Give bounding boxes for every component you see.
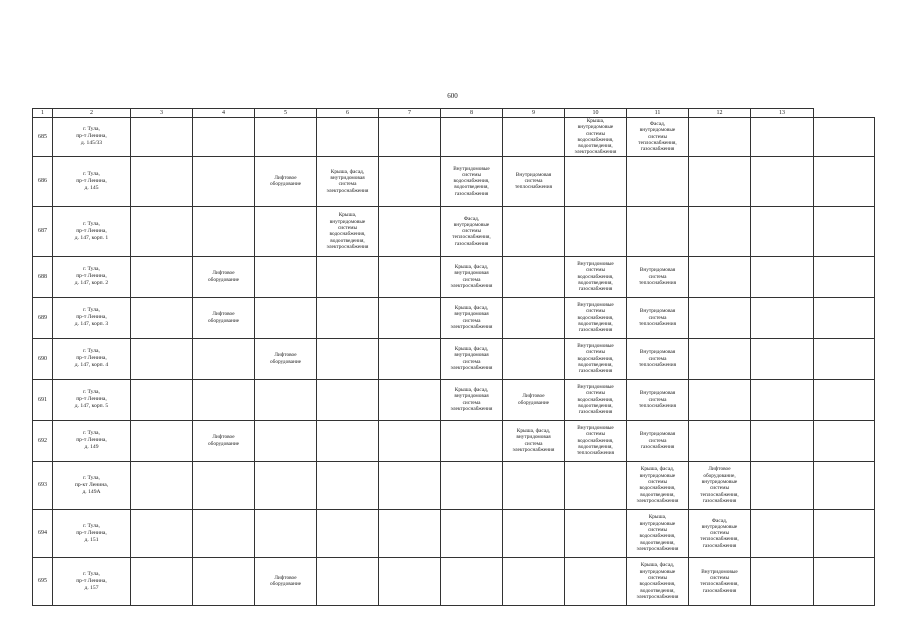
works-cell-col-5 bbox=[255, 509, 317, 557]
works-cell-col-6 bbox=[317, 557, 379, 605]
works-cell-col-7 bbox=[379, 509, 441, 557]
works-cell-col-14 bbox=[814, 118, 875, 157]
works-cell-col-14 bbox=[814, 338, 875, 379]
table-row bbox=[33, 206, 875, 256]
works-cell-col-8 bbox=[441, 509, 503, 557]
works-cell-col-8 bbox=[441, 461, 503, 509]
address-cell: г. Тула, пр-т Ленина, д. 151 bbox=[53, 509, 131, 557]
works-cell-col-11: Фасад, внутридомовые системы теплоснабжения, газоснабжения bbox=[627, 118, 689, 157]
table-row bbox=[33, 557, 875, 605]
works-cell-col-6 bbox=[317, 420, 379, 461]
table-row bbox=[33, 420, 875, 461]
works-cell-col-10 bbox=[565, 557, 627, 605]
works-cell-col-4 bbox=[193, 379, 255, 420]
works-cell-col-8: Крыша, фасад, внутридомовая система электроснабжения bbox=[441, 338, 503, 379]
works-cell-col-7 bbox=[379, 420, 441, 461]
works-cell-col-14 bbox=[814, 509, 875, 557]
table-row bbox=[33, 509, 875, 557]
works-cell-col-13 bbox=[751, 420, 814, 461]
works-cell-col-12 bbox=[689, 256, 751, 297]
column-header-3: 3 bbox=[131, 109, 193, 118]
works-cell-col-5: Лифтовое оборудование bbox=[255, 156, 317, 206]
works-cell-col-5 bbox=[255, 206, 317, 256]
works-cell-col-7 bbox=[379, 557, 441, 605]
works-cell-col-8 bbox=[441, 557, 503, 605]
works-cell-col-3 bbox=[131, 557, 193, 605]
works-cell-col-6 bbox=[317, 509, 379, 557]
works-cell-col-7 bbox=[379, 118, 441, 157]
works-cell-col-6: Крыша, внутридомовые системы водоснабжения, водоотведения, электроснабжения bbox=[317, 206, 379, 256]
row-number-cell: 689 bbox=[33, 297, 53, 338]
works-cell-col-12 bbox=[689, 379, 751, 420]
row-number-cell: 690 bbox=[33, 338, 53, 379]
works-cell-col-4 bbox=[193, 338, 255, 379]
row-number-cell: 685 bbox=[33, 118, 53, 157]
works-cell-col-13 bbox=[751, 509, 814, 557]
works-cell-col-8: Крыша, фасад, внутридомовая система электроснабжения bbox=[441, 379, 503, 420]
works-cell-col-12: Внутридомовые системы теплоснабжения, газоснабжения bbox=[689, 557, 751, 605]
works-cell-col-10: Внутридомовые системы водоснабжения, водоотведения, газоснабжения bbox=[565, 338, 627, 379]
row-number-cell: 688 bbox=[33, 256, 53, 297]
works-cell-col-6: Крыша, фасад, внутридомовая система электроснабжения bbox=[317, 156, 379, 206]
works-cell-col-6 bbox=[317, 338, 379, 379]
works-cell-col-9 bbox=[503, 206, 565, 256]
column-header-7: 7 bbox=[379, 109, 441, 118]
works-cell-col-14 bbox=[814, 420, 875, 461]
address-cell: г. Тула, пр-т Ленина, д. 149 bbox=[53, 420, 131, 461]
works-cell-col-3 bbox=[131, 338, 193, 379]
works-cell-col-13 bbox=[751, 461, 814, 509]
column-header-9: 9 bbox=[503, 109, 565, 118]
works-cell-col-9 bbox=[503, 557, 565, 605]
works-cell-col-14 bbox=[814, 156, 875, 206]
works-cell-col-9 bbox=[503, 509, 565, 557]
works-cell-col-7 bbox=[379, 206, 441, 256]
works-cell-col-5: Лифтовое оборудование bbox=[255, 338, 317, 379]
works-cell-col-14 bbox=[814, 206, 875, 256]
works-cell-col-7 bbox=[379, 256, 441, 297]
column-header-4: 4 bbox=[193, 109, 255, 118]
works-cell-col-3 bbox=[131, 420, 193, 461]
works-cell-col-10: Внутридомовые системы водоснабжения, водоотведения, газоснабжения bbox=[565, 297, 627, 338]
row-number-cell: 686 bbox=[33, 156, 53, 206]
works-cell-col-6 bbox=[317, 118, 379, 157]
works-cell-col-14 bbox=[814, 256, 875, 297]
works-cell-col-5: Лифтовое оборудование bbox=[255, 557, 317, 605]
column-header-1: 1 bbox=[33, 109, 53, 118]
column-header-5: 5 bbox=[255, 109, 317, 118]
works-cell-col-7 bbox=[379, 297, 441, 338]
row-number-cell: 691 bbox=[33, 379, 53, 420]
column-header-10: 10 bbox=[565, 109, 627, 118]
works-cell-col-5 bbox=[255, 420, 317, 461]
works-cell-col-11 bbox=[627, 156, 689, 206]
row-number-cell: 693 bbox=[33, 461, 53, 509]
works-cell-col-8: Крыша, фасад, внутридомовая система электроснабжения bbox=[441, 297, 503, 338]
works-cell-col-8: Фасад, внутридомовые системы теплоснабжения, газоснабжения bbox=[441, 206, 503, 256]
column-header-2: 2 bbox=[53, 109, 131, 118]
works-cell-col-5 bbox=[255, 461, 317, 509]
works-cell-col-11: Внутридомовая система теплоснабжения bbox=[627, 338, 689, 379]
column-header-12: 12 bbox=[689, 109, 751, 118]
works-cell-col-9 bbox=[503, 338, 565, 379]
column-header-6: 6 bbox=[317, 109, 379, 118]
works-cell-col-4 bbox=[193, 461, 255, 509]
address-cell: г. Тула, пр-кт Ленина, д. 149А bbox=[53, 461, 131, 509]
table-row bbox=[33, 297, 875, 338]
works-cell-col-3 bbox=[131, 379, 193, 420]
column-header-11: 11 bbox=[627, 109, 689, 118]
works-cell-col-9 bbox=[503, 118, 565, 157]
works-cell-col-9 bbox=[503, 461, 565, 509]
works-cell-col-12: Лифтовое оборудование, внутридомовые системы теплоснабжения, газоснабжения bbox=[689, 461, 751, 509]
works-cell-col-4 bbox=[193, 557, 255, 605]
works-cell-col-3 bbox=[131, 509, 193, 557]
works-cell-col-11: Внутридомовая система теплоснабжения bbox=[627, 256, 689, 297]
works-cell-col-3 bbox=[131, 461, 193, 509]
works-cell-col-9: Внутридомовая система теплоснабжения bbox=[503, 156, 565, 206]
works-cell-col-11: Крыша, фасад, внутридомовые системы водоснабжения, водоотведения, электроснабжения bbox=[627, 557, 689, 605]
works-cell-col-4 bbox=[193, 118, 255, 157]
address-cell: г. Тула, пр-т Ленина, д. 147, корп. 5 bbox=[53, 379, 131, 420]
works-cell-col-5 bbox=[255, 379, 317, 420]
works-cell-col-10 bbox=[565, 156, 627, 206]
works-cell-col-4: Лифтовое оборудование bbox=[193, 256, 255, 297]
works-cell-col-4: Лифтовое оборудование bbox=[193, 420, 255, 461]
works-cell-col-8 bbox=[441, 118, 503, 157]
works-cell-col-6 bbox=[317, 297, 379, 338]
table-row bbox=[33, 156, 875, 206]
works-cell-col-3 bbox=[131, 118, 193, 157]
works-cell-col-14 bbox=[814, 461, 875, 509]
works-cell-col-13 bbox=[751, 156, 814, 206]
works-cell-col-11 bbox=[627, 206, 689, 256]
address-cell: г. Тула, пр-т Ленина, д. 147, корп. 2 bbox=[53, 256, 131, 297]
works-cell-col-14 bbox=[814, 379, 875, 420]
address-cell: г. Тула, пр-т Ленина, д. 145 bbox=[53, 156, 131, 206]
repair-schedule-table bbox=[32, 108, 875, 606]
works-cell-col-13 bbox=[751, 256, 814, 297]
works-cell-col-8: Крыша, фасад, внутридомовая система электроснабжения bbox=[441, 256, 503, 297]
table-row bbox=[33, 118, 875, 157]
address-cell: г. Тула, пр-т Ленина, д. 157 bbox=[53, 557, 131, 605]
works-cell-col-9: Лифтовое оборудование bbox=[503, 379, 565, 420]
works-cell-col-12 bbox=[689, 206, 751, 256]
table-row bbox=[33, 461, 875, 509]
works-cell-col-9: Крыша, фасад, внутридомовая система электроснабжения bbox=[503, 420, 565, 461]
address-cell: г. Тула, пр-т Ленина, д. 145/33 bbox=[53, 118, 131, 157]
works-cell-col-13 bbox=[751, 118, 814, 157]
works-cell-col-11: Внутридомовая система теплоснабжения bbox=[627, 297, 689, 338]
works-cell-col-10: Внутридомовые системы водоснабжения, водоотведения, теплоснабжения bbox=[565, 420, 627, 461]
works-cell-col-12: Фасад, внутридомовые системы теплоснабжения, газоснабжения bbox=[689, 509, 751, 557]
works-cell-col-11: Внутридомовая система газоснабжения bbox=[627, 420, 689, 461]
works-cell-col-3 bbox=[131, 156, 193, 206]
table-body bbox=[33, 118, 875, 606]
works-cell-col-10: Внутридомовые системы водоснабжения, водоотведения, газоснабжения bbox=[565, 256, 627, 297]
works-cell-col-5 bbox=[255, 118, 317, 157]
works-cell-col-10 bbox=[565, 461, 627, 509]
works-cell-col-14 bbox=[814, 297, 875, 338]
row-number-cell: 687 bbox=[33, 206, 53, 256]
works-cell-col-6 bbox=[317, 461, 379, 509]
works-cell-col-8: Внутридомовые системы водоснабжения, водоотведения, газоснабжения bbox=[441, 156, 503, 206]
works-cell-col-4: Лифтовое оборудование bbox=[193, 297, 255, 338]
column-header-8: 8 bbox=[441, 109, 503, 118]
works-cell-col-12 bbox=[689, 297, 751, 338]
works-cell-col-13 bbox=[751, 206, 814, 256]
works-cell-col-7 bbox=[379, 461, 441, 509]
row-number-cell: 695 bbox=[33, 557, 53, 605]
row-number-cell: 692 bbox=[33, 420, 53, 461]
works-cell-col-13 bbox=[751, 297, 814, 338]
address-cell: г. Тула, пр-т Ленина, д. 147, корп. 1 bbox=[53, 206, 131, 256]
works-cell-col-4 bbox=[193, 509, 255, 557]
works-cell-col-12 bbox=[689, 118, 751, 157]
works-cell-col-7 bbox=[379, 379, 441, 420]
table-row bbox=[33, 338, 875, 379]
works-cell-col-8 bbox=[441, 420, 503, 461]
address-cell: г. Тула, пр-т Ленина, д. 147, корп. 4 bbox=[53, 338, 131, 379]
works-cell-col-10 bbox=[565, 206, 627, 256]
works-cell-col-10: Внутридомовые системы водоснабжения, водоотведения, газоснабжения bbox=[565, 379, 627, 420]
table-row bbox=[33, 256, 875, 297]
works-cell-col-12 bbox=[689, 420, 751, 461]
works-cell-col-5 bbox=[255, 297, 317, 338]
works-cell-col-11: Внутридомовая система теплоснабжения bbox=[627, 379, 689, 420]
works-cell-col-5 bbox=[255, 256, 317, 297]
works-cell-col-7 bbox=[379, 338, 441, 379]
works-cell-col-12 bbox=[689, 156, 751, 206]
works-cell-col-3 bbox=[131, 297, 193, 338]
works-cell-col-11: Крыша, внутридомовые системы водоснабжения, водоотведения, электроснабжения bbox=[627, 509, 689, 557]
works-cell-col-12 bbox=[689, 338, 751, 379]
column-header-13: 13 bbox=[751, 109, 814, 118]
works-cell-col-3 bbox=[131, 206, 193, 256]
works-cell-col-13 bbox=[751, 338, 814, 379]
works-cell-col-4 bbox=[193, 156, 255, 206]
works-cell-col-4 bbox=[193, 206, 255, 256]
column-number-header-row bbox=[33, 109, 875, 118]
works-cell-col-6 bbox=[317, 256, 379, 297]
works-cell-col-13 bbox=[751, 379, 814, 420]
address-cell: г. Тула, пр-т Ленина, д. 147, корп. 3 bbox=[53, 297, 131, 338]
works-cell-col-3 bbox=[131, 256, 193, 297]
works-cell-col-6 bbox=[317, 379, 379, 420]
works-cell-col-7 bbox=[379, 156, 441, 206]
works-cell-col-9 bbox=[503, 256, 565, 297]
works-cell-col-14 bbox=[814, 557, 875, 605]
works-cell-col-10: Крыша, внутридомовые системы водоснабжения, водоотведения, электроснабжения bbox=[565, 118, 627, 157]
works-cell-col-11: Крыша, фасад, внутридомовые системы водоснабжения, водоотведения, электроснабжения bbox=[627, 461, 689, 509]
page-number: 600 bbox=[447, 92, 458, 100]
works-cell-col-10 bbox=[565, 509, 627, 557]
row-number-cell: 694 bbox=[33, 509, 53, 557]
works-cell-col-13 bbox=[751, 557, 814, 605]
works-cell-col-9 bbox=[503, 297, 565, 338]
table-row bbox=[33, 379, 875, 420]
